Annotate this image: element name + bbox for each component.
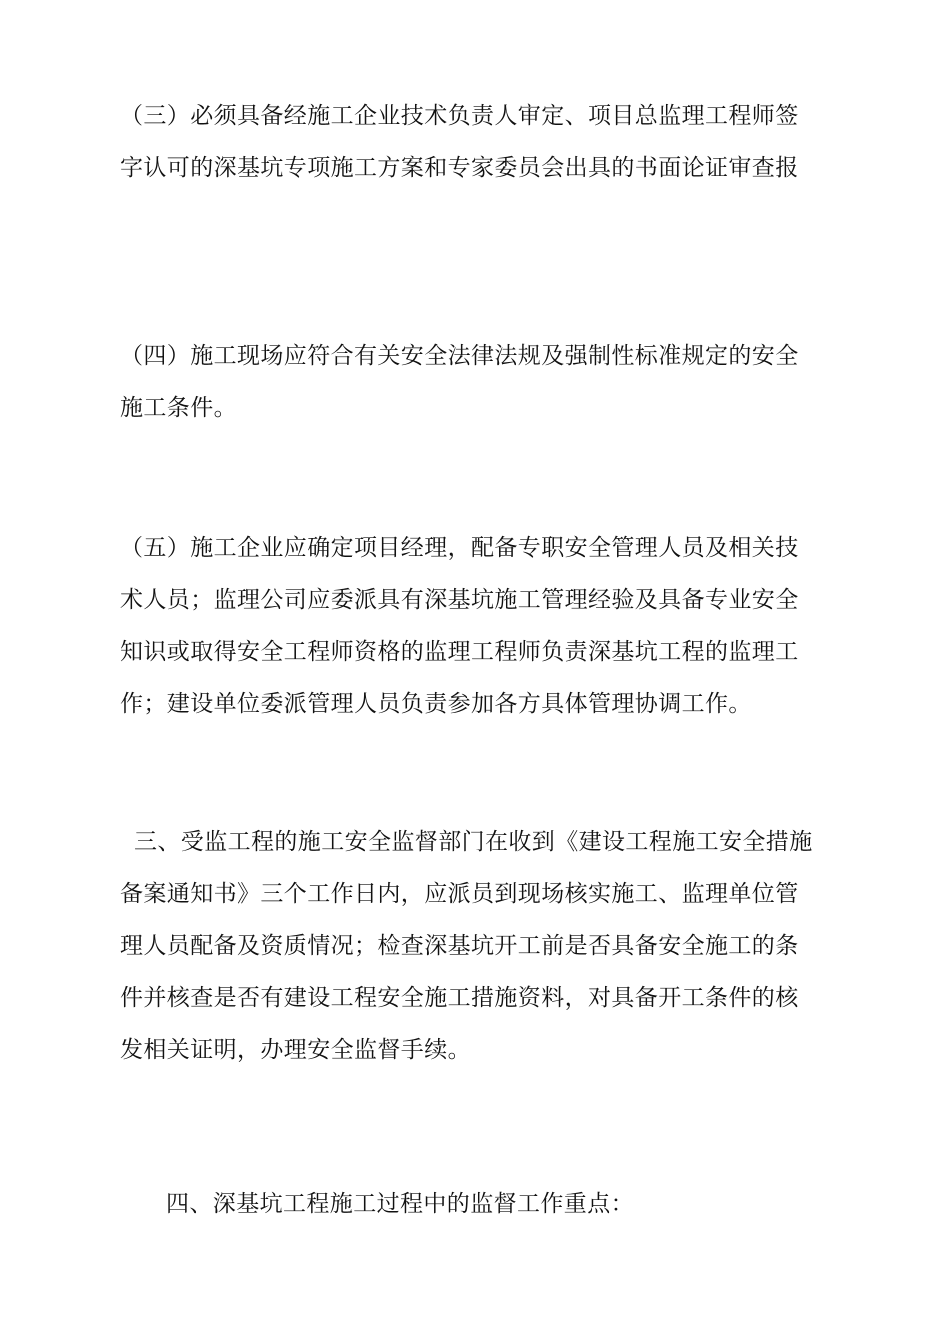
paragraph-line: （五）施工企业应确定项目经理，配备专职安全管理人员及相关技 <box>120 535 799 561</box>
paragraph-line: 知识或取得安全工程师资格的监理工程师负责深基坑工程的监理工 <box>120 639 799 665</box>
paragraph-item-4 <box>120 330 835 434</box>
paragraph-line: 发相关证明，办理安全监督手续。 <box>120 1037 471 1063</box>
paragraph-line: 字认可的深基坑专项施工方案和专家委员会出具的书面论证审查报 <box>120 155 799 181</box>
paragraph-item-5 <box>120 522 835 730</box>
paragraph-line: 件并核查是否有建设工程安全施工措施资料，对具备开工条件的核 <box>120 985 799 1011</box>
paragraph-line: （三）必须具备经施工企业技术负责人审定、项目总监理工程师签 <box>120 103 799 129</box>
section-three-paragraph <box>120 816 835 1076</box>
paragraph-line: 三、受监工程的施工安全监督部门在收到《建设工程施工安全措施 <box>134 829 813 855</box>
section-four-heading <box>120 1178 835 1230</box>
paragraph-line: 术人员；监理公司应委派具有深基坑施工管理经验及具备专业安全 <box>120 587 799 613</box>
paragraph-line: 备案通知书》三个工作日内，应派员到现场核实施工、监理单位管 <box>120 881 799 907</box>
paragraph-item-3 <box>120 90 835 194</box>
paragraph-line: （四）施工现场应符合有关安全法律法规及强制性标准规定的安全 <box>120 343 799 369</box>
paragraph-line: 理人员配备及资质情况；检查深基坑开工前是否具备安全施工的条 <box>120 933 799 959</box>
section-heading-text: 四、深基坑工程施工过程中的监督工作重点： <box>166 1191 634 1217</box>
paragraph-line: 施工条件。 <box>120 395 237 421</box>
paragraph-line: 作；建设单位委派管理人员负责参加各方具体管理协调工作。 <box>120 691 752 717</box>
